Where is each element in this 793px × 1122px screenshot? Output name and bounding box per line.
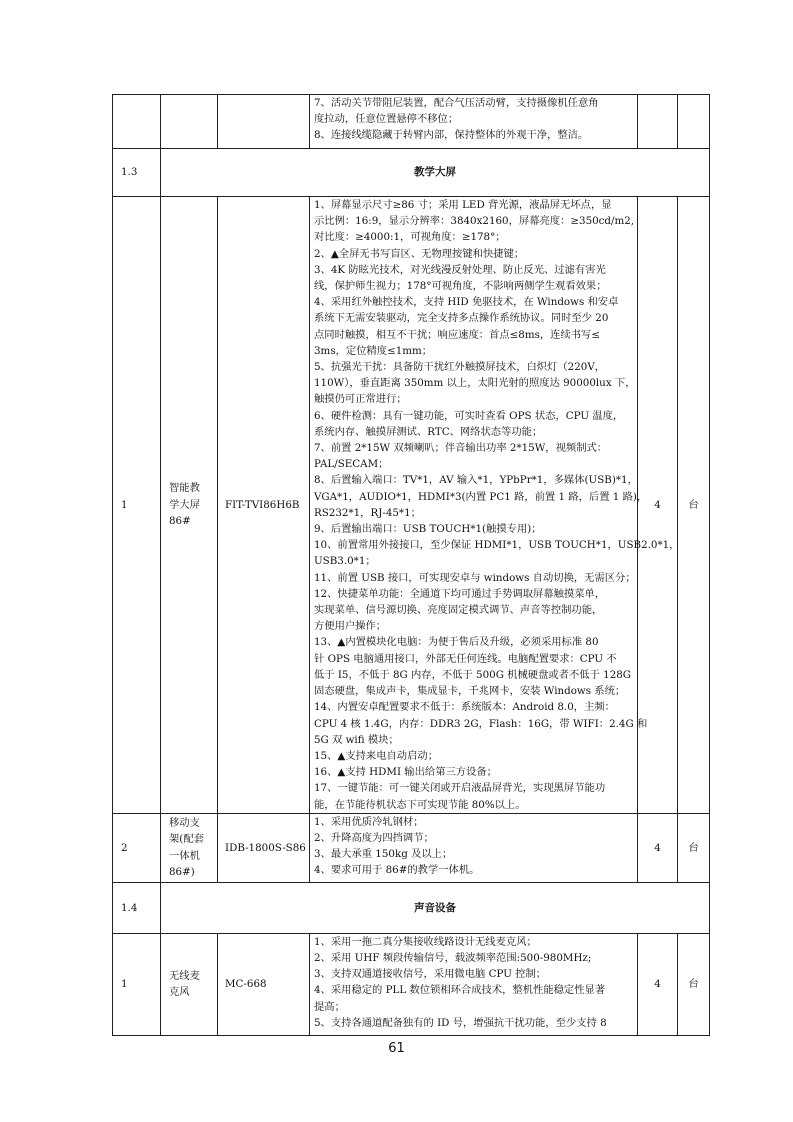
section-row-1-4	[113, 882, 710, 933]
spec-description	[310, 197, 680, 814]
spec-line: 8、连接线缆隐藏于转臂内部，保持整体的外观干净，整洁。	[314, 129, 589, 142]
spec-line: 系统内存、触摸屏测试、RTC、网络状态等功能；	[314, 425, 543, 438]
spec-line: 10、前置常用外接接口，至少保证 HDMI*1，USB TOUCH*1，USB2.0*1，	[314, 539, 680, 552]
spec-description	[310, 933, 638, 1035]
item-name-line: 克风	[169, 986, 190, 999]
item-name	[161, 933, 218, 1035]
spec-line: 能，在节能待机状态下可实现节能 80%以上。	[314, 798, 526, 811]
spec-line: 110W），垂直距离 350mm 以上，太阳光射的照度达 90000lux 下，	[314, 377, 636, 390]
item-unit: 台	[678, 813, 710, 882]
item-name-line: 智能教	[169, 482, 200, 495]
section-title: 声音设备	[161, 882, 710, 933]
item-name-line: 无线麦	[169, 969, 200, 982]
qty-cell-empty	[638, 95, 678, 149]
spec-line: 2、▲全屏无书写盲区、无物理按键和快捷键；	[314, 247, 525, 260]
procurement-spec-table	[112, 94, 710, 1036]
spec-line: VGA*1，AUDIO*1，HDMI*3(内置 PC1 路，前置 1 路，后置 1 路)，	[314, 490, 648, 503]
item-quantity: 4	[638, 813, 678, 882]
spec-line: 14、内置安卓配置要求不低于：系统版本：Android 8.0，主频：	[314, 701, 615, 714]
item-index: 1	[113, 197, 161, 814]
spec-line: 度拉动，任意位置悬停不移位；	[314, 113, 459, 126]
spec-line: 1、采用一拖二真分集接收线路设计无线麦克风；	[314, 935, 537, 948]
item-model: IDB-1800S-S86	[218, 813, 310, 882]
spec-line: 3、最大承重 150kg 及以上；	[314, 848, 453, 861]
spec-line: 2、升降高度为四挡调节；	[314, 831, 434, 844]
spec-line: 5G 双 wifi 模块；	[314, 733, 399, 746]
spec-line: 17、一键节能：可一键关闭或开启液晶屏背光，实现黑屏节能功	[314, 782, 606, 795]
spec-line: 4、采用红外触控技术，支持 HID 免驱技术，在 Windows 和安卓	[314, 296, 619, 309]
spec-line: 系统下无需安装驱动，完全支持多点操作系统协议。同时至少 20	[314, 312, 609, 325]
item-unit: 台	[678, 197, 710, 814]
spec-line: 方便用户操作；	[314, 620, 387, 633]
spec-line: 5、支持各通道配备独有的 ID 号，增强抗干扰功能，至少支持 8	[314, 1016, 607, 1029]
spec-line: 9、后置输出端口：USB TOUCH*1(触摸专用)；	[314, 523, 542, 536]
spec-line: 2、采用 UHF 频段传输信号，载波频率范围:500-980MHz;	[314, 951, 592, 964]
item-name-line: 移动支	[169, 816, 200, 829]
spec-line: USB3.0*1；	[314, 555, 376, 568]
spec-line: 7、活动关节带阻尼装置，配合气压活动臂，支持摄像机任意角	[314, 97, 599, 109]
item-name-line: 86#)	[169, 866, 195, 879]
item-index: 2	[113, 813, 161, 882]
spec-line: 11、前置 USB 接口，可实现安卓与 windows 自动切换，无需区分；	[314, 571, 636, 584]
item-name-line: 学大屏	[169, 498, 200, 511]
section-row-1-3	[113, 149, 710, 197]
section-title: 教学大屏	[161, 149, 710, 197]
unit-cell-empty	[678, 95, 710, 149]
item-name-line: 一体机	[169, 849, 200, 862]
spec-line: 1、屏幕显示尺寸≥86 寸；采用 LED 背光源，液晶屏无坏点，显	[314, 199, 612, 211]
spec-line: RS232*1，RJ-45*1；	[314, 506, 421, 519]
model-cell-empty	[218, 95, 310, 149]
item-name-line: 86#	[169, 515, 191, 528]
item-index: 1	[113, 933, 161, 1035]
table-row-mobile-stand	[113, 813, 710, 882]
table-row-wireless-mic	[113, 933, 710, 1035]
spec-line: 提高；	[314, 1000, 345, 1013]
item-model: FIT-TVI86H6B	[218, 197, 310, 814]
spec-line: 8、后置输入端口：TV*1，AV 输入*1，YPbPr*1，多媒体(USB)*1，	[314, 474, 638, 487]
spec-line: 3、4K 防眩光技术，对光线漫反射处理、防止反光、过滤有害光	[314, 263, 606, 276]
table-row-continued	[113, 95, 710, 149]
page-number: 61	[388, 1041, 405, 1056]
spec-line: 13、▲内置模块化电脑：为便于售后及升级，必须采用标准 80	[314, 636, 599, 649]
item-quantity: 4	[638, 197, 678, 814]
spec-line: 线，保护师生视力；178°可视角度，不影响两侧学生观看效果；	[314, 280, 607, 293]
item-unit: 台	[678, 933, 710, 1035]
section-index: 1.3	[113, 149, 161, 197]
spec-line: 5、抗强光干扰：具备防干扰红外触摸屏技术，白炽灯（220V，	[314, 361, 606, 374]
item-name-line: 架(配套	[169, 833, 204, 846]
spec-description	[310, 95, 638, 149]
spec-line: PAL/SECAM；	[314, 458, 389, 471]
spec-line: 3、支持双通道接收信号，采用微电脑 CPU 控制；	[314, 968, 547, 981]
section-index: 1.4	[113, 882, 161, 933]
name-cell-empty	[161, 95, 218, 149]
spec-line: 实现菜单、信号源切换、亮度固定模式调节、声音等控制功能，	[314, 604, 603, 617]
spec-line: 12、快捷菜单功能：全通道下均可通过手势调取屏幕触摸菜单，	[314, 587, 606, 600]
spec-line: 对比度：≥4000:1，可视角度：≥178°；	[314, 231, 506, 244]
spec-line: 针 OPS 电脑通用接口，外部无任何连线。电脑配置要求：CPU 不	[314, 652, 617, 665]
item-quantity: 4	[638, 933, 678, 1035]
spec-line: 16、▲支持 HDMI 输出给第三方设备；	[314, 766, 497, 779]
item-model: MC-668	[218, 933, 310, 1035]
spec-line: 7、前置 2*15W 双频喇叭；伴音输出功率 2*15W，视频制式：	[314, 442, 608, 455]
spec-line: 固态硬盘，集成声卡，集成显卡，千兆网卡，安装 Windows 系统；	[314, 685, 626, 698]
spec-line: 4、采用稳定的 PLL 数位锁相环合成技术，整机性能稳定性显著	[314, 984, 606, 997]
item-name	[161, 197, 218, 814]
table-row-smart-screen	[113, 197, 710, 814]
spec-line: 示比例：16:9，显示分辨率：3840x2160，屏幕亮度：≥350cd/m2,	[314, 215, 635, 228]
spec-line: 1、采用优质冷轧钢材；	[314, 815, 424, 828]
spec-line: 6、硬件检测：具有一键功能，可实时查看 OPS 状态，CPU 温度，	[314, 409, 624, 422]
spec-description	[310, 813, 638, 882]
spec-line: 触摸仍可正常进行；	[314, 393, 407, 406]
spec-line: 点同时触摸，相互不干扰；响应速度：首点≤8ms，连续书写≤	[314, 328, 600, 341]
spec-line: 低于 I5，不低于 8G 内存，不低于 500G 机械硬盘或者不低于 128G	[314, 668, 632, 681]
spec-line: 15、▲支持来电自动启动；	[314, 749, 438, 762]
spec-line: 4、要求可用于 86#的教学一体机。	[314, 864, 480, 877]
index-cell-empty	[113, 95, 161, 149]
item-name	[161, 813, 218, 882]
spec-line: 3ms，定位精度≤1mm；	[314, 344, 433, 357]
spec-line: CPU 4 核 1.4G，内存：DDR3 2G，Flash：16G，带 WIFI：2.4G 和	[314, 717, 648, 730]
